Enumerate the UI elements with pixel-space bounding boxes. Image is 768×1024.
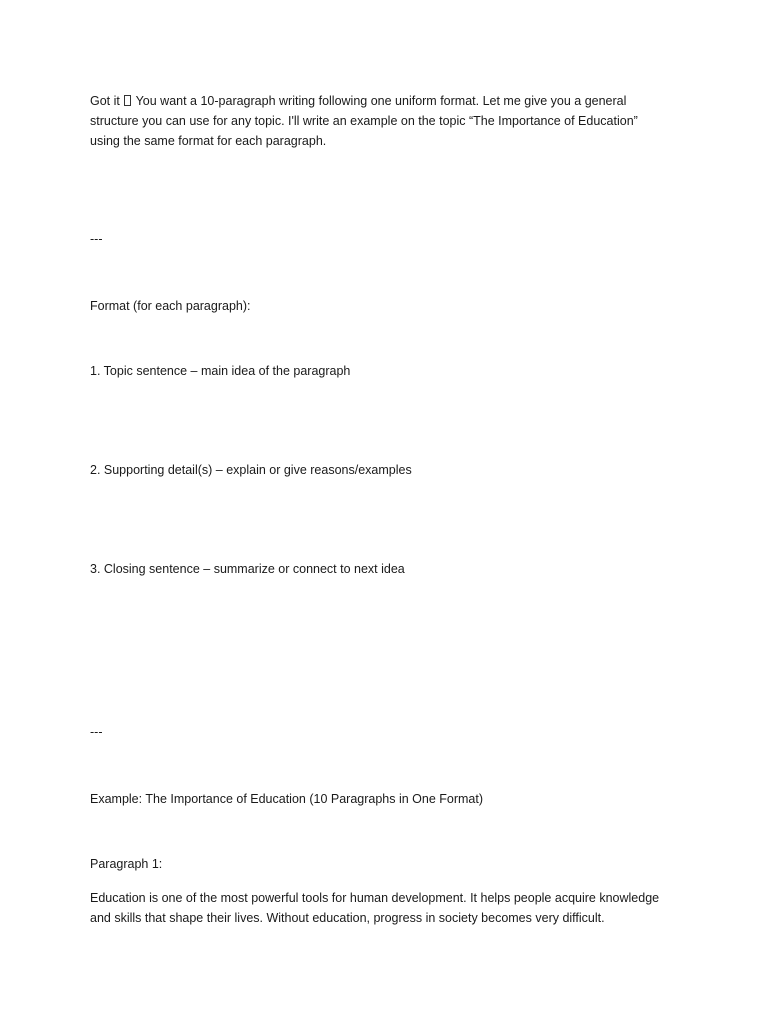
intro-line-1-start: Got it	[90, 94, 120, 108]
separator-2: ---	[90, 725, 103, 739]
format-step-2: 2. Supporting detail(s) – explain or give reasons/examples	[90, 463, 412, 477]
paragraph-1-label: Paragraph 1:	[90, 857, 163, 871]
intro-line-1-end: You want a 10-paragraph writing following one uniform format. Let me give you a general	[135, 94, 627, 108]
intro-line-2: structure you can use for any topic. I'll write an example on the topic “The Importance of Education”	[90, 114, 638, 128]
missing-glyph-icon	[124, 95, 131, 106]
format-step-3: 3. Closing sentence – summarize or connect to next idea	[90, 562, 405, 576]
intro-line-1	[90, 91, 690, 111]
paragraph-1-line-2: and skills that shape their lives. Without education, progress in society becomes very difficult.	[90, 911, 605, 925]
paragraph-1-line-1: Education is one of the most powerful tools for human development. It helps people acquire knowledge	[90, 891, 660, 905]
format-heading: Format (for each paragraph):	[90, 299, 251, 313]
format-step-1: 1. Topic sentence – main idea of the paragraph	[90, 364, 351, 378]
separator-1: ---	[90, 232, 103, 246]
example-heading: Example: The Importance of Education (10 Paragraphs in One Format)	[90, 792, 484, 806]
intro-line-3: using the same format for each paragraph.	[90, 134, 327, 148]
